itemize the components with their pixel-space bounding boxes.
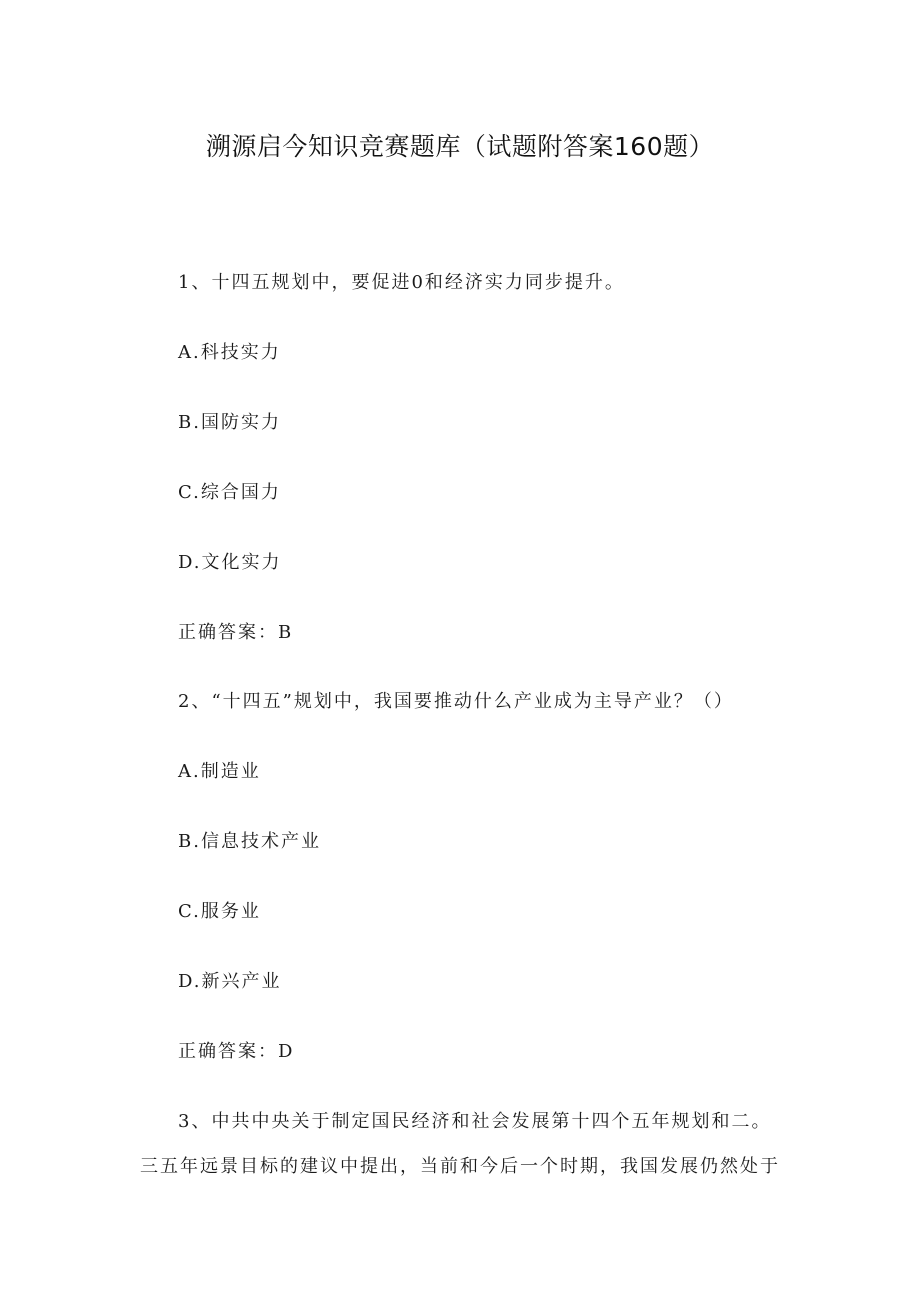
question-2-answer: 正确答案：D [178,1041,295,1062]
question-2-option-d: D.新兴产业 [178,971,282,992]
question-1-stem: 1、十四五规划中，要促进0和经济实力同步提升。 [178,272,625,293]
question-1-option-c: C.综合国力 [178,482,281,503]
question-1-option-d: D.文化实力 [178,552,282,573]
question-1-option-b: B.国防实力 [178,412,281,433]
document-title: 溯源启今知识竞赛题库（试题附答案160题） [205,132,715,161]
question-2-option-c: C.服务业 [178,901,261,922]
question-3-stem: 3、中共中央关于制定国民经济和社会发展第十四个五年规划和二。三五年远景目标的建议中提出，当前和今后一个时期，我国发展仍然处于 [140,1111,780,1177]
question-1-option-a: A.科技实力 [178,342,281,363]
question-2-stem: 2、“十四五”规划中，我国要推动什么产业成为主导产业？（） [178,691,734,712]
question-1-answer: 正确答案：B [178,622,294,643]
question-2-option-a: A.制造业 [178,761,261,782]
question-2-option-b: B.信息技术产业 [178,831,321,852]
